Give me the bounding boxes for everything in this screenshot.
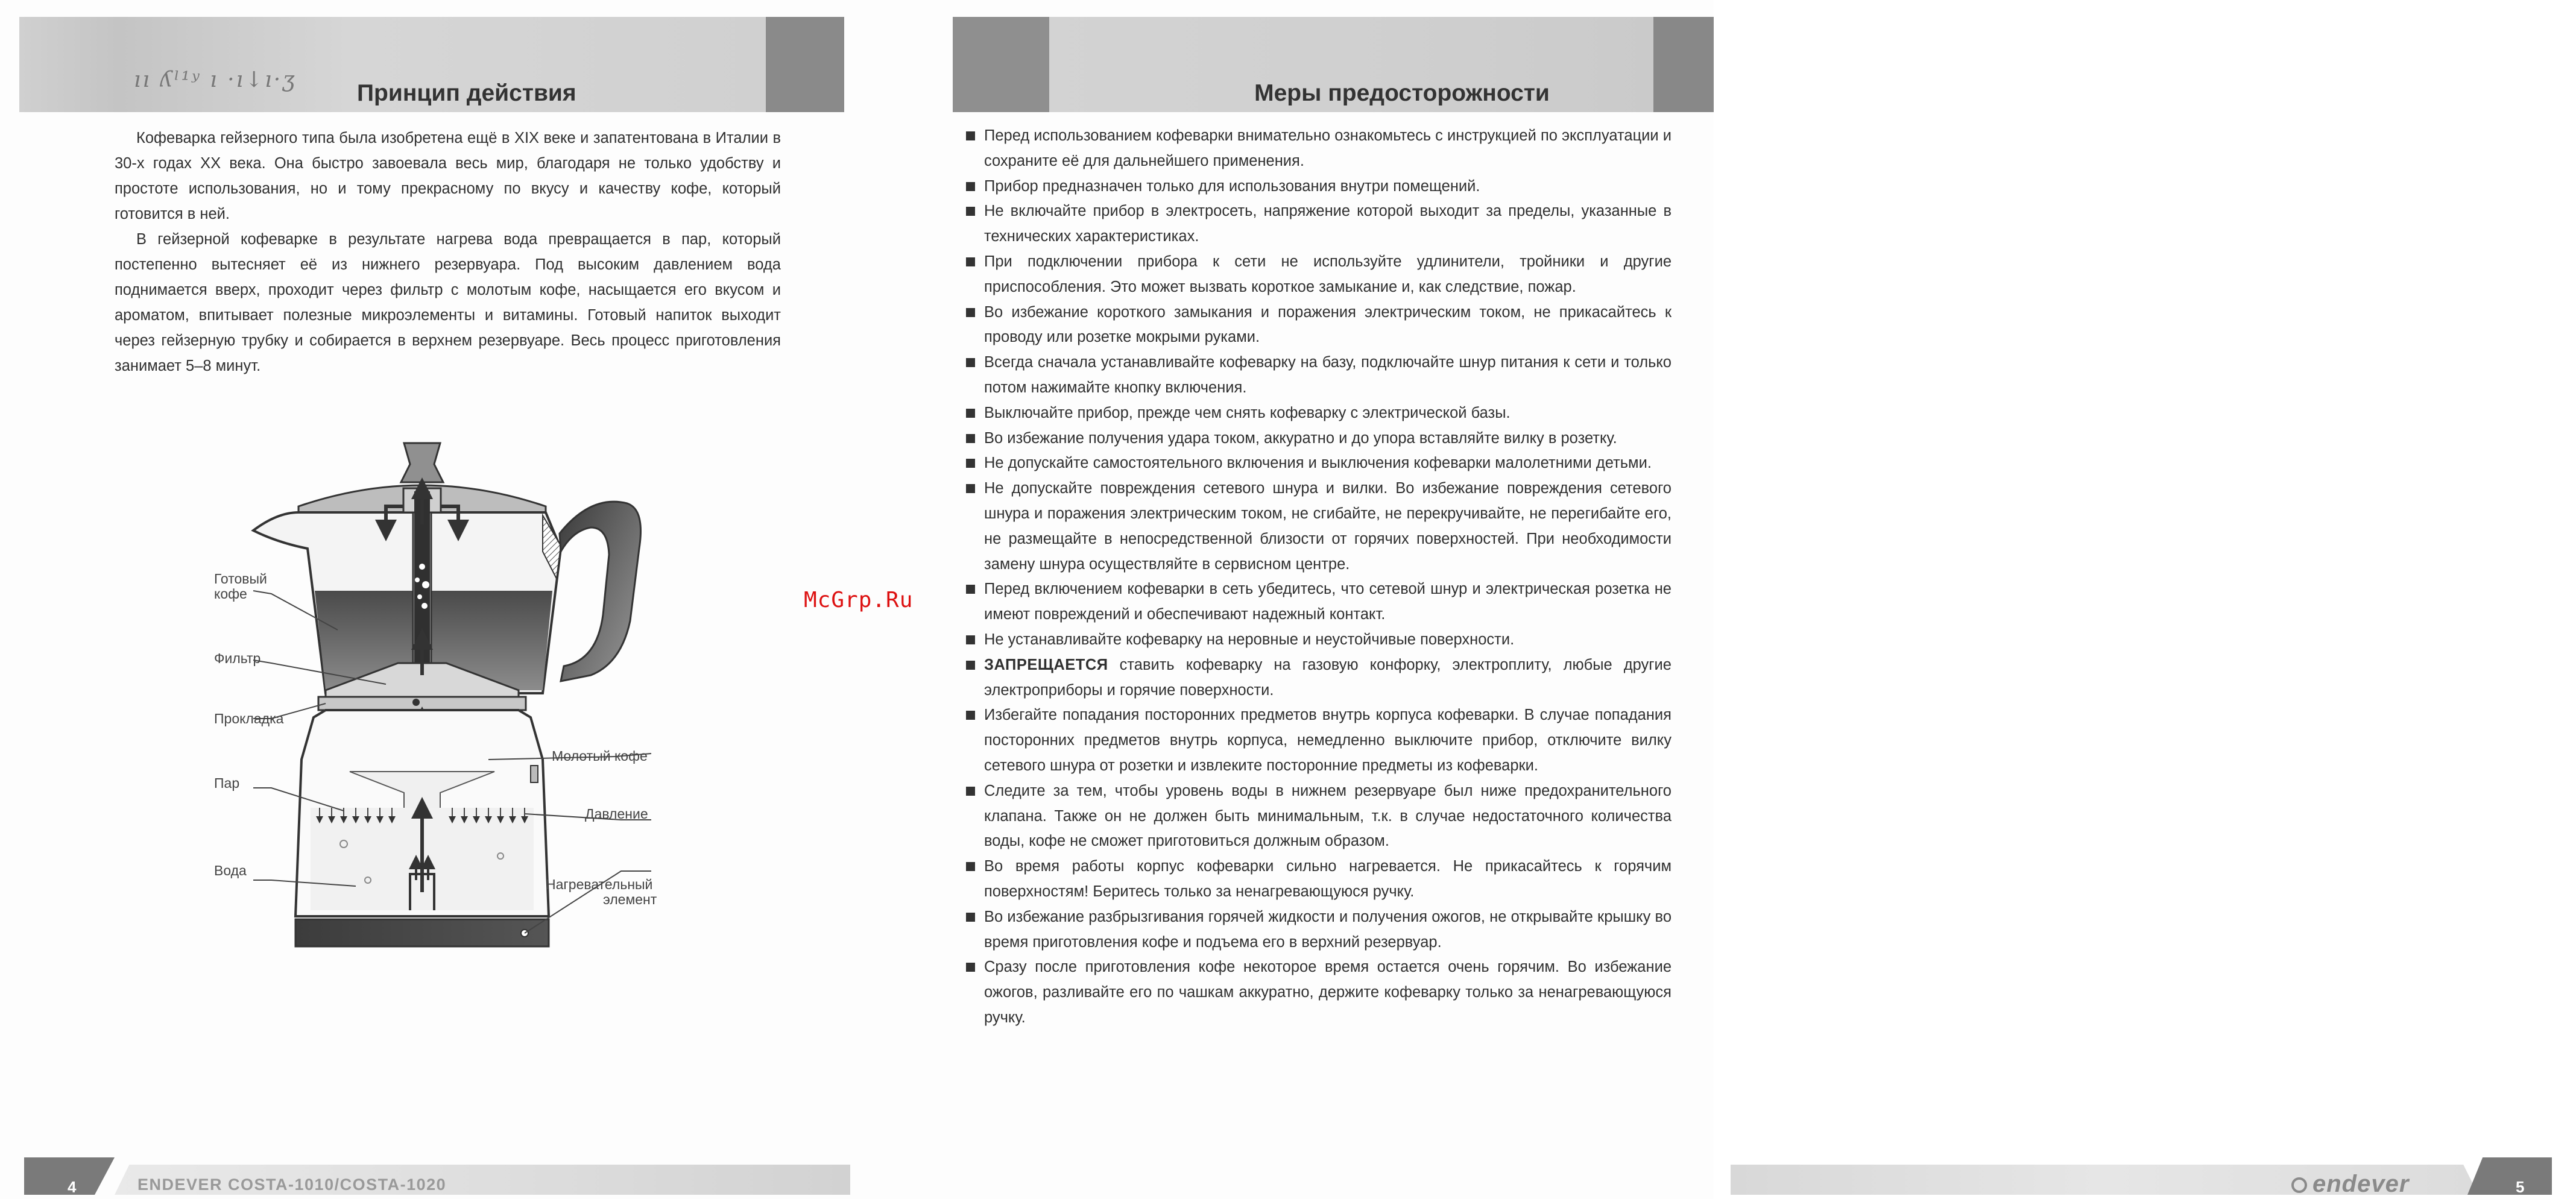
precaution-text: Следите за тем, чтобы уровень воды в нижнем резервуаре был ниже предохранительного клапана. Также он не должен быть минимальным, т.к. в случае недостаточного количества воды, кофе не сможет приготовиться должным образом. [984, 782, 1672, 850]
square-bullet-icon [966, 207, 975, 216]
square-bullet-icon [966, 635, 975, 644]
square-bullet-icon [966, 585, 975, 594]
square-bullet-icon [966, 459, 975, 468]
precaution-emphasis: ЗАПРЕЩАЕТСЯ [984, 656, 1108, 673]
page-number: 4 [68, 1178, 77, 1196]
square-bullet-icon [966, 913, 975, 922]
label-steam: Пар [214, 775, 240, 791]
intro-paragraph: В гейзерной кофеварке в результате нагрева вода превращается в пар, который постепенно вытесняет её из нижнего резервуара. Под высоким давлением вода поднимается вверх, проходит через фильтр с молотым кофе, насыщается его вкусом и ароматом, впитывает полезные микроэлементы и витамины. Готовый напиток выходит через гейзерную трубку и собирается в верхнем резервуаре. Весь процесс приготовления занимает 5–8 минут. [115, 231, 781, 374]
precaution-text: Во время работы корпус кофеварки сильно нагревается. Не прикасайтесь к горячим поверхностям! Беритесь только за ненагревающуюся ручку. [984, 858, 1672, 900]
brand-logo-icon [2291, 1177, 2307, 1193]
precaution-item [965, 124, 1672, 174]
square-bullet-icon [966, 131, 975, 140]
label-ground-coffee: Молотый кофе [552, 748, 648, 764]
header-dark-block [953, 17, 1049, 112]
square-bullet-icon [966, 434, 975, 443]
precaution-text: Не допускайте самостоятельного включения и выключения кофеварки малолетними детьми. [984, 455, 1652, 472]
watermark: McGrp.Ru [804, 588, 914, 612]
header-dark-block-right [1653, 17, 1714, 112]
precaution-item [965, 199, 1672, 250]
precaution-item [965, 451, 1672, 476]
label-heating-element-2: элемент [603, 892, 657, 907]
lid-knob [401, 443, 443, 482]
precaution-text: Избегайте попадания посторонних предметов внутрь корпуса кофеварки. В случае попадания посторонних предметов внутрь корпуса, немедленно выключите прибор, отключите вилку сетевого шнура от розетки и извлеките посторонние предметы из кофеварки. [984, 706, 1672, 774]
precaution-item [965, 779, 1672, 854]
right-footer [1725, 1157, 2576, 1195]
precaution-item [965, 350, 1672, 401]
square-bullet-icon [966, 787, 975, 796]
square-bullet-icon [966, 661, 975, 670]
precaution-text: Не устанавливайте кофеварку на неровные и неустойчивые поверхности. [984, 631, 1515, 648]
precaution-item [965, 955, 1672, 1030]
right-page [862, 0, 2525, 1199]
label-filter: Фильтр [214, 650, 261, 666]
precaution-item [965, 854, 1672, 905]
precaution-text: Во избежание получения удара током, аккуратно и до упора вставляйте вилку в розетку. [984, 429, 1617, 447]
model-name: ENDEVER COSTA-1010/COSTA-1020 [137, 1175, 447, 1194]
precaution-item [965, 300, 1672, 351]
coffee-maker-diagram [205, 422, 724, 977]
label-ready-coffee-2: кофе [214, 586, 247, 602]
square-bullet-icon [966, 358, 975, 367]
precaution-item [965, 628, 1672, 653]
handwritten-scribble: ıı ʎˡ¹ʸ ı ·ı↓ı·ʒ [134, 68, 297, 92]
precaution-text: ставить кофеварку на газовую конфорку, электроплиту, любые другие электроприборы и горячие поверхности. [984, 656, 1672, 699]
label-water: Вода [214, 863, 247, 878]
precaution-text: Во избежание разбрызгивания горячей жидкости и получения ожогов, не открывайте крышку во время приготовления кофе и подъема его в верхний резервуар. [984, 908, 1672, 951]
right-page-title: Меры предосторожности [1254, 80, 1550, 106]
precaution-item [965, 401, 1672, 426]
precaution-item [965, 250, 1672, 300]
precaution-text: Выключайте прибор, прежде чем снять кофеварку с электрической базы. [984, 404, 1511, 421]
precaution-text: Не включайте прибор в электросеть, напряжение которой выходит за пределы, указанные в технических характеристиках. [984, 203, 1672, 245]
precaution-item [965, 426, 1672, 452]
intro-text [115, 125, 781, 379]
left-header-bar [19, 17, 844, 112]
precaution-item [965, 174, 1672, 200]
left-page [0, 0, 862, 1199]
precaution-item [965, 577, 1672, 628]
precaution-text: Во избежание короткого замыкания и поражения электрическим током, не прикасайтесь к проводу или розетке мокрыми руками. [984, 303, 1672, 346]
gasket [318, 697, 526, 710]
heating-element [295, 919, 549, 946]
precaution-item [965, 703, 1672, 778]
left-footer [0, 1157, 856, 1195]
precaution-text: Перед включением кофеварки в сеть убедитесь, что сетевой шнур и электрическая розетка не имеют повреждений и обеспечивают надежный контакт. [984, 581, 1672, 623]
square-bullet-icon [966, 409, 975, 418]
precaution-text: Не допускайте повреждения сетевого шнура и вилки. Во избежание повреждения сетевого шнура и поражения электрическим током, не сгибайте, не перекручивайте, не перегибайте его, не размещайте в непосредственной близости от горячих поверхностей. При необходимости замену шнура осуществляйте в сервисном центре. [984, 480, 1672, 573]
header-dark-block [766, 17, 844, 112]
precaution-item [965, 905, 1672, 955]
label-ready-coffee: Готовый [214, 571, 267, 587]
square-bullet-icon [966, 182, 975, 191]
precaution-text: При подключении прибора к сети не используйте удлинители, тройники и другие приспособления. Это может вызвать короткое замыкание и, как следствие, пожар. [984, 253, 1672, 295]
page-number: 5 [2516, 1178, 2525, 1196]
square-bullet-icon [966, 862, 975, 871]
square-bullet-icon [966, 308, 975, 317]
label-heating-element: Нагревательный [546, 876, 653, 892]
right-header-bar [953, 17, 1714, 112]
square-bullet-icon [966, 963, 975, 972]
handle [560, 502, 641, 681]
brand-logo: endever [2312, 1171, 2410, 1197]
intro-paragraph: Кофеварка гейзерного типа была изобретена ещё в XIX веке и запатентована в Италии в 30-х годах XX века. Она быстро завоевала весь мир, благодаря не только удобству и простоте использования, но и тому прекрасному по вкусу и качеству кофе, который готовится в ней. [115, 130, 781, 222]
precaution-text: Прибор предназначен только для использования внутри помещений. [984, 177, 1480, 195]
square-bullet-icon [966, 257, 975, 266]
precautions-list [965, 124, 1672, 1031]
label-pressure: Давление [585, 806, 648, 822]
precaution-text: Перед использованием кофеварки внимательно ознакомьтесь с инструкцией по эксплуатации и сохраните её для дальнейшего применения. [984, 127, 1672, 169]
square-bullet-icon [966, 711, 975, 720]
square-bullet-icon [966, 484, 975, 493]
precaution-text: Сразу после приготовления кофе некоторое время остается очень горячим. Во избежание ожогов, разливайте его по чашкам аккуратно, держите кофеварку только за ненагревающуюся ручку. [984, 958, 1672, 1026]
label-gasket: Прокладка [214, 711, 284, 726]
precaution-item [965, 476, 1672, 577]
precaution-text: Всегда сначала устанавливайте кофеварку на базу, подключайте шнур питания к сети и только потом нажимайте кнопку включения. [984, 354, 1672, 396]
left-page-title: Принцип действия [357, 80, 576, 106]
precaution-item [965, 653, 1672, 703]
